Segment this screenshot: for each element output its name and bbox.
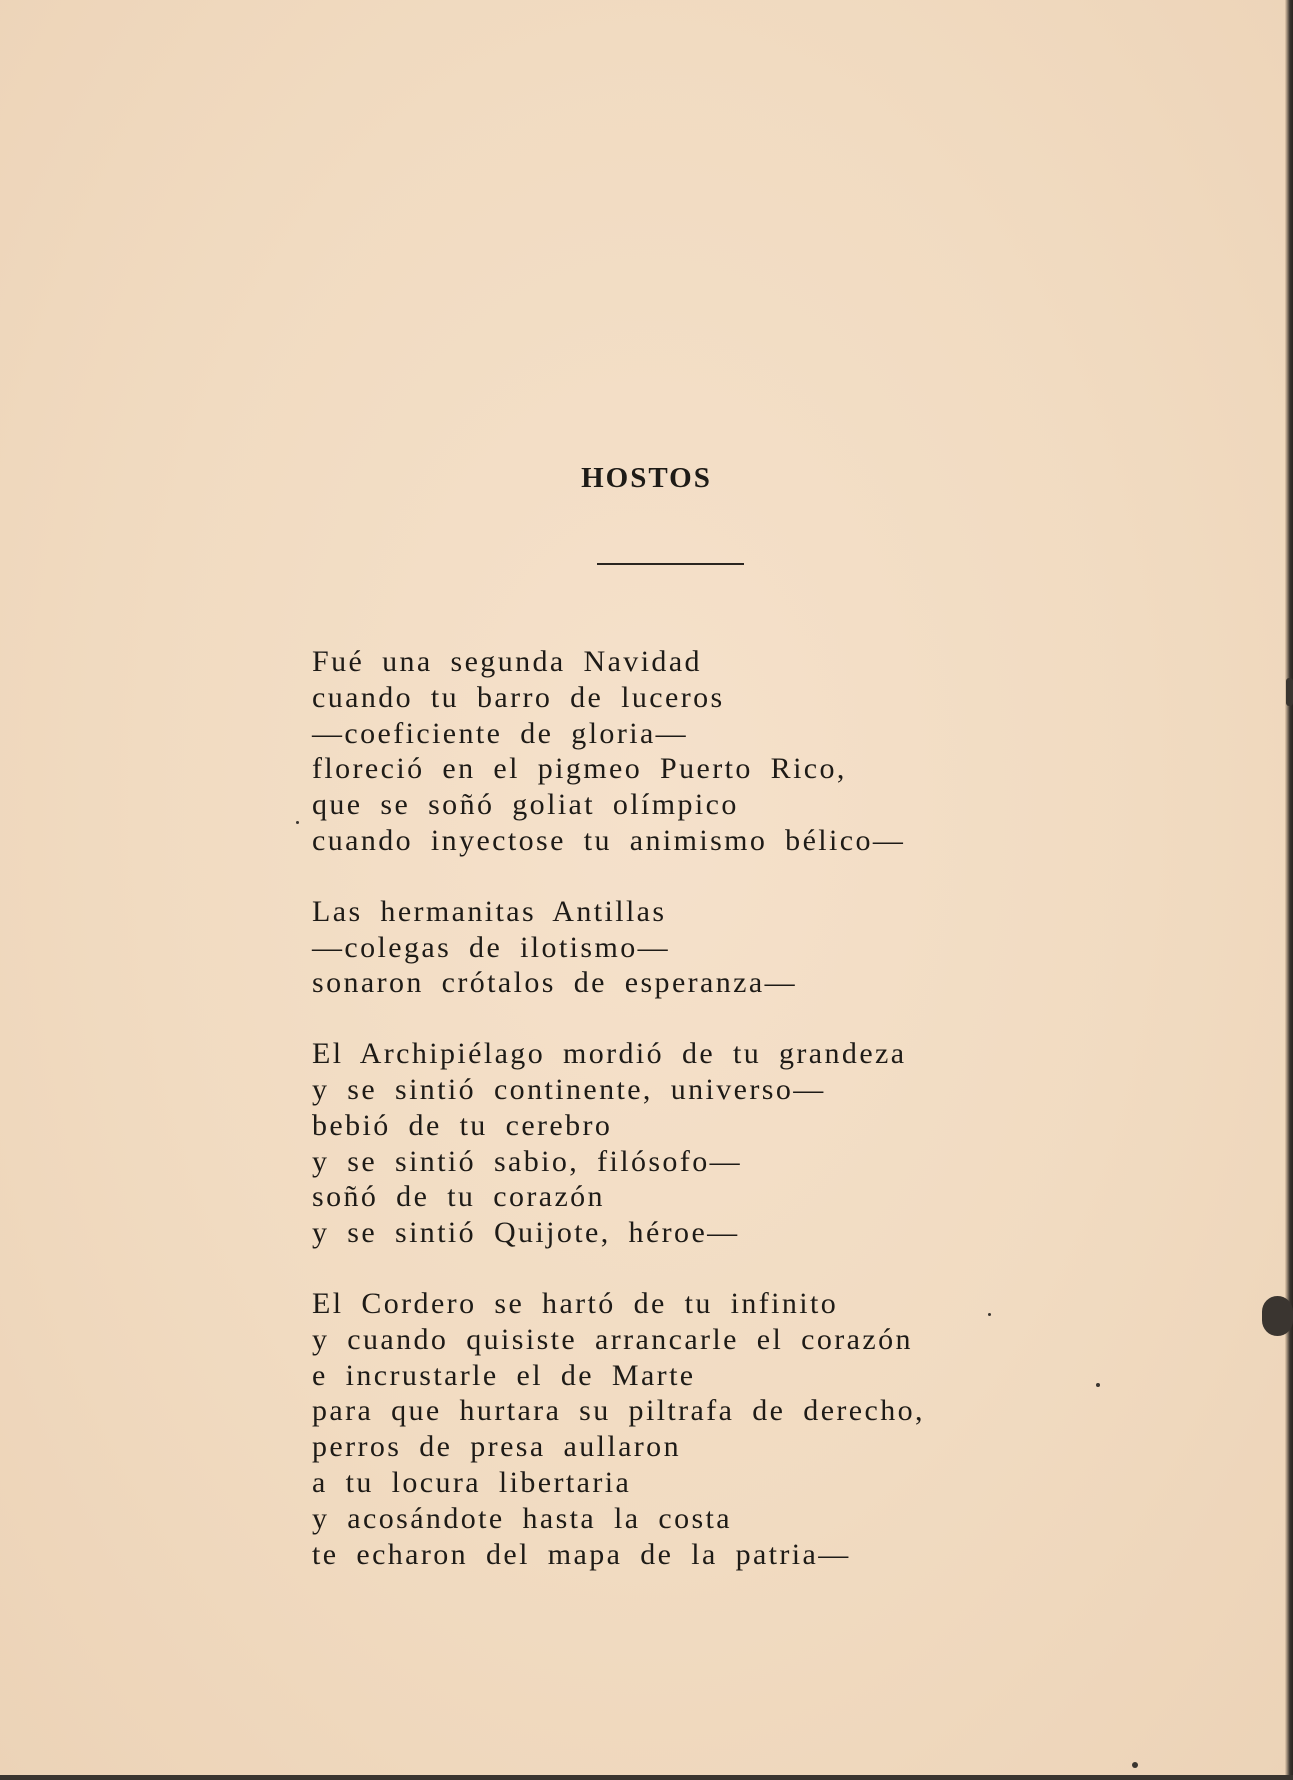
poem-line: y se sintió continente, universo— bbox=[312, 1072, 826, 1106]
paper-speck bbox=[1132, 1762, 1138, 1768]
stanza bbox=[312, 644, 1112, 859]
poem-line: El Archipiélago mordió de tu grandeza bbox=[312, 1037, 907, 1071]
poem-line: sonaron crótalos de esperanza— bbox=[312, 966, 798, 1000]
poem-title: HOSTOS bbox=[581, 462, 712, 494]
poem-line: El Cordero se hartó de tu infinito bbox=[312, 1286, 839, 1320]
poem-line: te echaron del mapa de la patria— bbox=[312, 1537, 851, 1571]
poem-line: perros de presa aullaron bbox=[312, 1430, 681, 1464]
poem-line: cuando inyectose tu animismo bélico— bbox=[312, 823, 906, 857]
stanza bbox=[312, 894, 1112, 1001]
poem-line: bebió de tu cerebro bbox=[312, 1108, 613, 1142]
poem-body bbox=[312, 644, 1112, 1607]
title-rule bbox=[597, 563, 744, 565]
stanza bbox=[312, 1286, 1112, 1572]
poem-line: floreció en el pigmeo Puerto Rico, bbox=[312, 752, 847, 786]
paper-speck bbox=[296, 821, 299, 824]
poem-line: cuando tu barro de luceros bbox=[312, 680, 725, 714]
poem-line: a tu locura libertaria bbox=[312, 1465, 632, 1499]
poem-line: Fué una segunda Navidad bbox=[312, 645, 702, 678]
paper-speck bbox=[1262, 1296, 1293, 1336]
poem-line: y cuando quisiste arrancarle el corazón bbox=[312, 1322, 913, 1356]
poem-line: —coeficiente de gloria— bbox=[312, 716, 689, 750]
poem-line: y se sintió Quijote, héroe— bbox=[312, 1216, 740, 1250]
page-edge-shadow bbox=[1285, 0, 1293, 1780]
poem-line: y acosándote hasta la costa bbox=[312, 1501, 733, 1535]
poem-line: que se soñó goliat olímpico bbox=[312, 788, 739, 822]
poem-line: —colegas de ilotismo— bbox=[312, 930, 671, 964]
poem-line: para que hurtara su piltrafa de derecho, bbox=[312, 1394, 925, 1428]
page-bottom-edge bbox=[0, 1775, 1293, 1780]
paper-speck bbox=[1286, 678, 1293, 706]
stanza bbox=[312, 1036, 1112, 1251]
poem-line: Las hermanitas Antillas bbox=[312, 894, 667, 928]
poem-line: e incrustarle el de Marte bbox=[312, 1358, 696, 1392]
poem-line: soñó de tu corazón bbox=[312, 1180, 605, 1214]
poem-line: y se sintió sabio, filósofo— bbox=[312, 1144, 743, 1178]
